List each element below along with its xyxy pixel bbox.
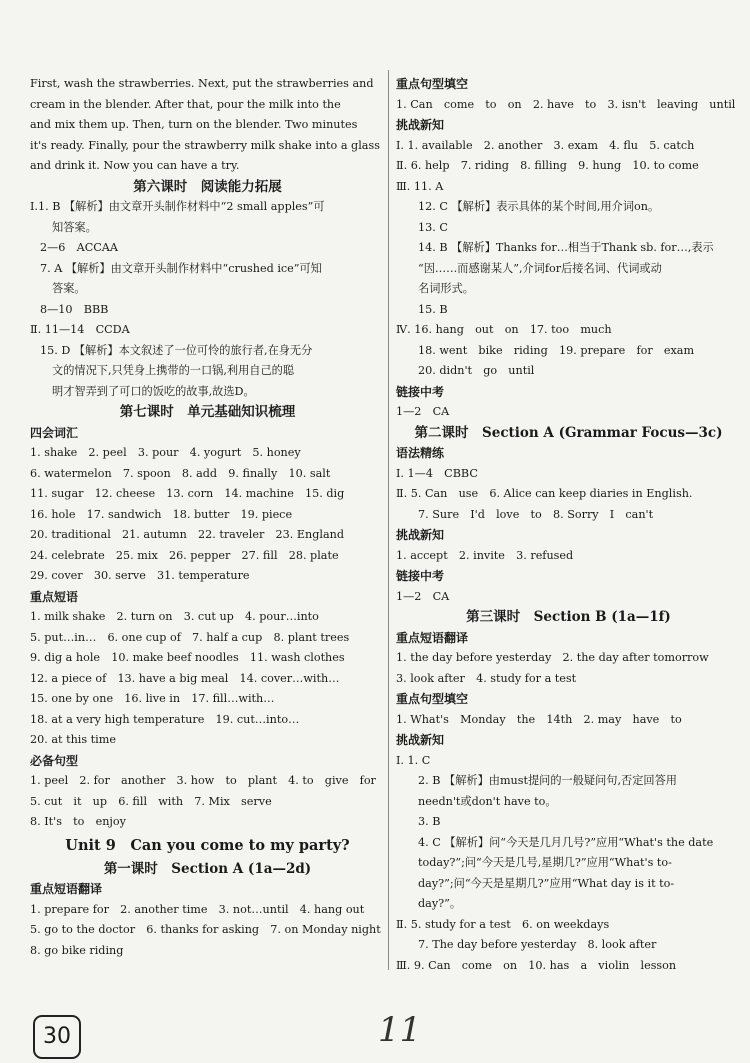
right-line-14: 20. didn't go until (418, 364, 535, 377)
left-line-15: 明才智弄到了可口的饭吃的故事,故选D。 (52, 384, 255, 398)
left-line-17: 四会词汇 (30, 425, 79, 440)
right-line-9: “因……而感谢某人”,介词for后接名词、代词或动 (418, 261, 662, 275)
left-line-10: 答案。 (52, 282, 86, 295)
right-line-39: day?”;问“今天是星期几?”应用“What day is it to- (418, 876, 675, 890)
right-line-11: 15. B (418, 302, 448, 316)
right-line-23: 1. accept 2. invite 3. refused (396, 548, 574, 562)
left-line-9: 7. A 【解析】由文章开头制作材料中“crushed ice”可知 (40, 261, 322, 275)
left-line-5: 第六课时 阅读能力拓展 (133, 178, 282, 195)
right-line-24: 链接中考 (396, 569, 445, 583)
right-line-30: 重点句型填空 (396, 692, 469, 706)
left-line-12: Ⅱ. 11—14 CCDA (30, 323, 130, 336)
right-line-26: 第三课时 Section B (1a—1f) (466, 609, 671, 625)
right-line-19: Ⅰ. 1—4 CBBC (396, 466, 478, 480)
right-line-5: Ⅲ. 11. A (396, 179, 444, 193)
right-line-13: 18. went bike riding 19. prepare for exam (418, 343, 695, 357)
left-line-7: 知答案。 (52, 220, 97, 234)
left-line-32: 20. at this time (30, 733, 116, 746)
left-line-40: 1. prepare for 2. another time 3. not…until 4. hang out (30, 902, 365, 916)
right-line-7: 13. C (418, 220, 448, 234)
left-line-21: 16. hole 17. sandwich 18. butter 19. piece (30, 507, 293, 521)
left-line-0: First, wash the strawberries. Next, put the strawberries and (30, 77, 374, 90)
left-line-30: 15. one by one 16. live in 17. fill…with… (30, 692, 275, 705)
right-line-17: 第二课时 Section A (Grammar Focus—3c) (414, 424, 723, 441)
right-line-3: Ⅰ. 1. available 2. another 3. exam 4. flu 5. catch (396, 138, 695, 152)
left-line-6: Ⅰ.1. B 【解析】由文章开头制作材料中“2 small apples”可 (30, 200, 325, 213)
page-number: 30 (33, 1015, 81, 1059)
right-line-2: 挑战新知 (396, 118, 445, 132)
right-line-28: 1. the day before yesterday 2. the day after tomorrow (396, 651, 709, 664)
left-line-1: cream in the blender. After that, pour the milk into the (30, 97, 341, 111)
left-line-23: 24. celebrate 25. mix 26. pepper 27. fill 28. plate (30, 548, 339, 562)
column-divider (388, 70, 389, 970)
left-line-13: 15. D 【解析】本文叙述了一位可怜的旅行者,在身无分 (40, 343, 313, 357)
left-line-19: 6. watermelon 7. spoon 8. add 9. finally 10. salt (30, 466, 331, 480)
left-line-28: 9. dig a hole 10. make beef noodles 11. wash clothes (30, 651, 345, 664)
left-line-20: 11. sugar 12. cheese 13. corn 14. machine 15. dig (30, 487, 345, 500)
right-line-4: Ⅱ. 6. help 7. riding 8. filling 9. hung 10. to come (396, 159, 699, 172)
left-line-8: 2—6 ACCAA (40, 241, 118, 254)
left-line-35: 5. cut it up 6. fill with 7. Mix serve (30, 794, 272, 808)
left-line-34: 1. peel 2. for another 3. how to plant 4. to give for (30, 774, 376, 787)
right-line-10: 名词形式。 (418, 282, 474, 295)
left-line-24: 29. cover 30. serve 31. temperature (30, 569, 250, 582)
left-line-25: 重点短语 (30, 589, 79, 604)
right-line-1: 1. Can come to on 2. have to 3. isn't leaving until (396, 97, 736, 111)
left-line-11: 8—10 BBB (40, 302, 109, 316)
right-line-25: 1—2 CA (396, 589, 450, 603)
left-line-14: 文的情况下,只凭身上携带的一口锅,利用自己的聪 (52, 364, 295, 377)
right-line-22: 挑战新知 (396, 528, 445, 542)
right-line-16: 1—2 CA (396, 405, 450, 418)
right-line-6: 12. C 【解析】表示具体的某个时间,用介词on。 (418, 200, 660, 213)
right-line-12: Ⅳ. 16. hang out on 17. too much (396, 323, 612, 336)
right-line-41: Ⅱ. 5. study for a test 6. on weekdays (396, 917, 610, 931)
right-column (396, 74, 741, 976)
right-line-33: Ⅰ. 1. C (396, 753, 431, 767)
right-line-32: 挑战新知 (396, 733, 445, 747)
right-line-35: needn't或don't have to。 (418, 794, 557, 808)
left-line-31: 18. at a very high temperature 19. cut…into… (30, 712, 300, 726)
right-line-29: 3. look after 4. study for a test (396, 671, 577, 685)
left-line-4: and drink it. Now you can have a try. (30, 159, 240, 172)
left-column (30, 74, 385, 961)
left-line-16: 第七课时 单元基础知识梳理 (119, 404, 296, 420)
left-line-3: it's ready. Finally, pour the strawberry milk shake into a glass (30, 138, 380, 152)
right-line-8: 14. B 【解析】Thanks for…相当于Thank sb. for…,表示 (418, 241, 714, 254)
right-line-27: 重点短语翻译 (396, 630, 469, 645)
left-line-38: 第一课时 Section A (1a—2d) (103, 860, 312, 877)
left-line-41: 5. go to the doctor 6. thanks for asking 7. on Monday night (30, 923, 381, 936)
left-line-26: 1. milk shake 2. turn on 3. cut up 4. pour…into (30, 610, 319, 623)
left-line-33: 必备句型 (30, 753, 79, 768)
right-line-31: 1. What's Monday the 14th 2. may have to (396, 712, 682, 726)
right-line-18: 语法精练 (396, 446, 445, 460)
left-line-36: 8. It's to enjoy (30, 815, 126, 828)
handwritten-mark: 11 (378, 1010, 422, 1050)
left-line-39: 重点短语翻译 (30, 882, 103, 896)
right-line-34: 2. B 【解析】由must提问的一般疑问句,否定回答用 (418, 774, 677, 787)
right-line-36: 3. B (418, 815, 441, 828)
right-line-40: day?”。 (418, 897, 462, 910)
left-line-22: 20. traditional 21. autumn 22. traveler 23. England (30, 528, 345, 541)
right-line-21: 7. Sure I'd love to 8. Sorry I can't (418, 507, 654, 521)
left-line-2: and mix them up. Then, turn on the blender. Two minutes (30, 118, 358, 131)
left-line-37: Unit 9 Can you come to my party? (65, 836, 350, 854)
right-line-42: 7. The day before yesterday 8. look after (418, 938, 657, 951)
right-line-43: Ⅲ. 9. Can come on 10. has a violin lesson (396, 958, 677, 972)
right-line-20: Ⅱ. 5. Can use 6. Alice can keep diaries in English. (396, 487, 693, 500)
left-line-42: 8. go bike riding (30, 943, 124, 957)
right-line-0: 重点句型填空 (396, 77, 469, 91)
left-line-29: 12. a piece of 13. have a big meal 14. cover…with… (30, 671, 340, 685)
right-line-38: today?”;问“今天是几号,星期几?”应用“What's to- (418, 856, 672, 869)
right-line-37: 4. C 【解析】问“今天是几月几号?”应用“What's the date (418, 835, 714, 849)
left-line-18: 1. shake 2. peel 3. pour 4. yogurt 5. honey (30, 446, 301, 459)
left-line-27: 5. put…in… 6. one cup of 7. half a cup 8. plant trees (30, 630, 350, 644)
right-line-15: 链接中考 (396, 384, 445, 399)
